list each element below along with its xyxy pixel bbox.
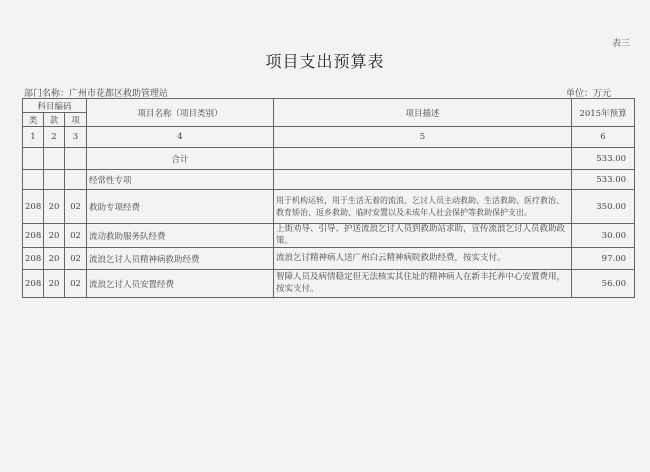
total-row <box>23 148 635 170</box>
budget-header: 2015年预算 <box>572 99 635 127</box>
lei-header: 类 <box>23 113 44 127</box>
xiang-cell: 02 <box>65 190 87 224</box>
amount-cell: 350.00 <box>572 190 635 224</box>
xiang-cell: 02 <box>65 248 87 270</box>
kuan-cell: 20 <box>44 224 65 248</box>
description-cell: 智障人员及病情稳定但无法核实其住址的精神病人在新丰托养中心安置费用，按实支付。 <box>274 270 572 298</box>
column-number-row <box>23 127 635 148</box>
project-name-cell: 流浪乞讨人员精神病救助经费 <box>87 248 274 270</box>
lei-cell: 208 <box>23 248 44 270</box>
total-amount: 533.00 <box>572 148 635 170</box>
category-amount: 533.00 <box>572 170 635 190</box>
kuan-cell: 20 <box>44 190 65 224</box>
project-name-header: 项目名称（项目类别） <box>87 99 274 127</box>
project-name-cell: 救助专项经费 <box>87 190 274 224</box>
table-row <box>23 190 635 224</box>
description-cell: 流浪乞讨精神病人送广州白云精神病院救助经费，按实支付。 <box>274 248 572 270</box>
xiang-cell: 02 <box>65 224 87 248</box>
total-label: 合计 <box>87 148 274 170</box>
table-row <box>23 270 635 298</box>
col-number: 6 <box>572 127 635 148</box>
kuan-header: 款 <box>44 113 65 127</box>
document-title: 项目支出预算表 <box>265 52 385 71</box>
description-cell: 用于机构运转，用于生活无着的流浪、乞讨人员主动救助、生活救助、医疗救治、教育矫治、返乡救助、临时安置以及未成年人社会保护等救助保护支出。 <box>274 190 572 224</box>
kuan-cell: 20 <box>44 248 65 270</box>
xiang-cell: 02 <box>65 270 87 298</box>
lei-cell: 208 <box>23 190 44 224</box>
project-name-cell: 流浪乞讨人员安置经费 <box>87 270 274 298</box>
table-row <box>23 248 635 270</box>
description-header: 项目描述 <box>274 99 572 127</box>
project-name-cell: 流动救助服务队经费 <box>87 224 274 248</box>
department-name: 部门名称：广州市花都区救助管理站 <box>24 89 169 99</box>
category-row <box>23 170 635 190</box>
amount-cell: 30.00 <box>572 224 635 248</box>
col-number: 5 <box>274 127 572 148</box>
subject-code-header: 科目编码 <box>23 99 87 113</box>
unit-label: 单位：万元 <box>566 89 612 99</box>
lei-cell: 208 <box>23 224 44 248</box>
table-row <box>23 224 635 248</box>
col-number: 3 <box>65 127 87 148</box>
col-number: 4 <box>87 127 274 148</box>
category-label: 经常性专项 <box>87 170 274 190</box>
description-cell: 上街劝导、引导、护送流浪乞讨人员到救助站求助，宣传流浪乞讨人员救助政策。 <box>274 224 572 248</box>
budget-table <box>22 98 635 298</box>
col-number: 1 <box>23 127 44 148</box>
amount-cell: 97.00 <box>572 248 635 270</box>
lei-cell: 208 <box>23 270 44 298</box>
kuan-cell: 20 <box>44 270 65 298</box>
col-number: 2 <box>44 127 65 148</box>
xiang-header: 项 <box>65 113 87 127</box>
header-row-1 <box>23 99 635 113</box>
amount-cell: 56.00 <box>572 270 635 298</box>
table-code-label: 表三 <box>612 39 631 49</box>
